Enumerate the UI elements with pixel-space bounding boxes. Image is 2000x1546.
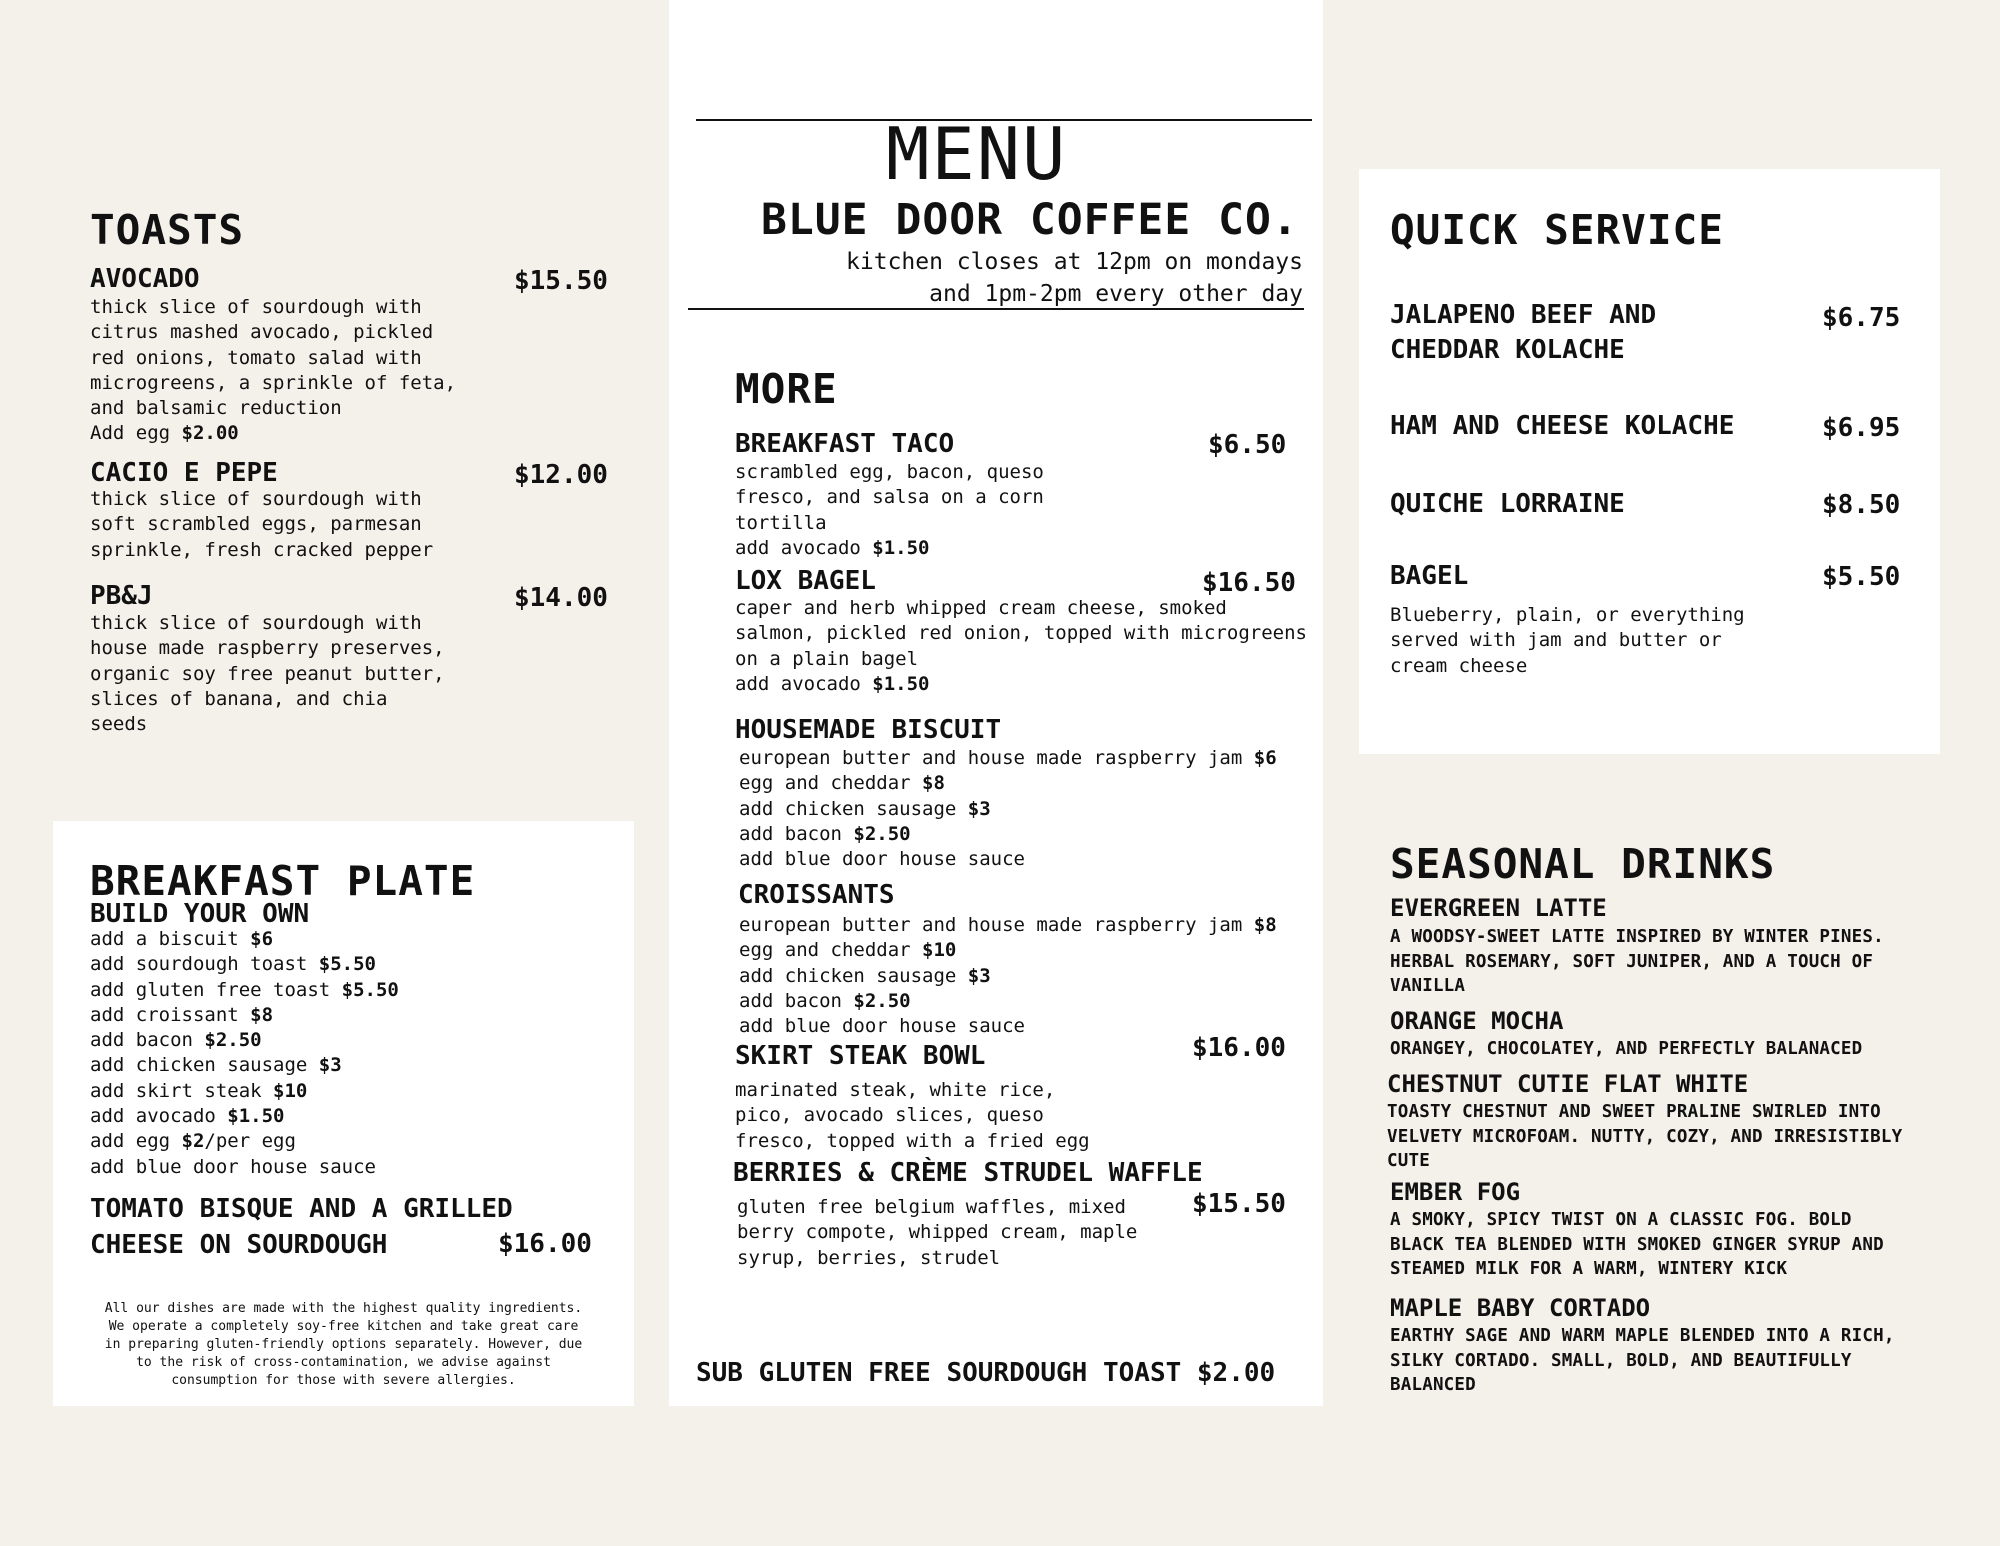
combo-line-2: CHEESE ON SOURDOUGH (90, 1230, 388, 1260)
maple-cortado-description: EARTHY SAGE AND WARM MAPLE BLENDED INTO A RICH, SILKY CORTADO. SMALL, BOLD, AND BEAUTIFULLY BALANCED (1390, 1326, 1895, 1395)
lox-bagel-price: $16.50 (1202, 568, 1296, 598)
breakfast-taco-addon: add avocado $1.50 (735, 537, 930, 559)
skirt-steak-bowl-price: $16.00 (1192, 1033, 1286, 1063)
option-line: european butter and house made raspberry jam $8 (739, 914, 1277, 936)
skirt-steak-bowl-description: marinated steak, white rice, pico, avocado slices, queso fresco, topped with a fried egg (735, 1079, 1090, 1152)
option-line: add chicken sausage $3 (90, 1054, 342, 1077)
breakfast-taco-price: $6.50 (1208, 430, 1287, 460)
option-line: add croissant $8 (90, 1003, 274, 1026)
option-line: add blue door house sauce (739, 1015, 1025, 1038)
option-line: add bacon $2.50 (90, 1029, 262, 1052)
maple-cortado-name: MAPLE BABY CORTADO (1390, 1294, 1651, 1322)
option-line: add a biscuit $6 (90, 928, 274, 950)
toast-pbj-description: thick slice of sourdough with house made raspberry preserves, organic soy free peanut butter, slices of banana, and chia seeds (90, 612, 445, 736)
option-line: add bacon $2.50 (739, 822, 911, 845)
toast-avocado-name: AVOCADO (90, 264, 200, 294)
bagel-description: Blueberry, plain, or everything served with jam and butter or cream cheese (1390, 604, 1745, 677)
combo-line-1: TOMATO BISQUE AND A GRILLED (90, 1194, 513, 1224)
option-line: egg and cheddar $8 (739, 772, 945, 795)
bagel-name: BAGEL (1390, 561, 1469, 591)
housemade-biscuit-options (739, 746, 1277, 872)
kolache-beef-name: JALAPENO BEEF AND CHEDDAR KOLACHE (1390, 300, 1657, 365)
breakfast-plate-subtitle: BUILD YOUR OWN (90, 899, 310, 929)
breakfast-plate-options (90, 927, 399, 1180)
orange-mocha-description: ORANGEY, CHOCOLATEY, AND PERFECTLY BALANACED (1390, 1039, 1863, 1059)
business-name: BLUE DOOR COFFEE CO. (761, 195, 1299, 245)
addon-label: Add egg (90, 422, 171, 444)
option-line: add bacon $2.50 (739, 989, 911, 1012)
toast-avocado-price: $15.50 (514, 266, 608, 296)
option-line: add chicken sausage $3 (739, 797, 991, 820)
addon-price: $2.00 (181, 422, 239, 444)
toast-cacio-price: $12.00 (514, 460, 608, 490)
lox-bagel-addon: add avocado $1.50 (735, 673, 930, 695)
option-line: european butter and house made raspberry jam $6 (739, 747, 1277, 769)
option-line: add blue door house sauce (90, 1155, 376, 1178)
breakfast-taco-description: scrambled egg, bacon, queso fresco, and salsa on a corn tortilla (735, 461, 1044, 534)
quiche-lorraine-name: QUICHE LORRAINE (1390, 489, 1625, 519)
breakfast-plate-title: BREAKFAST PLATE (90, 857, 476, 905)
lox-bagel-name: LOX BAGEL (735, 566, 876, 596)
bagel-price: $5.50 (1822, 562, 1901, 592)
breakfast-taco-name: BREAKFAST TACO (735, 429, 955, 459)
hours-line-1: kitchen closes at 12pm on mondays (846, 249, 1303, 275)
orange-mocha-name: ORANGE MOCHA (1390, 1007, 1564, 1035)
seasonal-drinks-title: SEASONAL DRINKS (1390, 840, 1776, 888)
ember-fog-name: EMBER FOG (1390, 1178, 1521, 1206)
chestnut-flat-white-description: TOASTY CHESTNUT AND SWEET PRALINE SWIRLED INTO VELVETY MICROFOAM. NUTTY, COZY, AND IRRESISTIBLY CUTE (1387, 1102, 1903, 1171)
toast-pbj-price: $14.00 (514, 583, 608, 613)
croissants-name: CROISSANTS (738, 880, 895, 910)
more-title: MORE (735, 365, 838, 413)
option-line: add chicken sausage $3 (739, 964, 991, 987)
housemade-biscuit-name: HOUSEMADE BISCUIT (735, 715, 1002, 745)
toast-avocado-addon (90, 421, 239, 446)
toast-avocado-description: thick slice of sourdough with citrus mashed avocado, pickled red onions, tomato salad with microgreens, a sprinkle of feta, and balsamic reduction (90, 296, 457, 420)
skirt-steak-bowl-name: SKIRT STEAK BOWL (735, 1041, 986, 1071)
strudel-waffle-name: BERRIES & CRÈME STRUDEL WAFFLE (733, 1158, 1203, 1188)
chestnut-flat-white-name: CHESTNUT CUTIE FLAT WHITE (1387, 1070, 1749, 1098)
gluten-free-sub-note: SUB GLUTEN FREE SOURDOUGH TOAST $2.00 (696, 1358, 1276, 1388)
kolache-beef-price: $6.75 (1822, 303, 1901, 333)
option-line: add blue door house sauce (739, 848, 1025, 871)
quiche-lorraine-price: $8.50 (1822, 490, 1901, 520)
ham-cheese-kolache-price: $6.95 (1822, 413, 1901, 443)
option-line: add avocado $1.50 (90, 1105, 285, 1128)
option-line: add egg $2/per egg (90, 1130, 296, 1153)
combo-price: $16.00 (498, 1229, 592, 1259)
option-line: add skirt steak $10 (90, 1079, 308, 1102)
option-line: add sourdough toast $5.50 (90, 953, 376, 976)
quick-service-title: QUICK SERVICE (1390, 206, 1724, 254)
toast-pbj-name: PB&J (90, 581, 153, 611)
menu-title: MENU (886, 112, 1068, 196)
toasts-title: TOASTS (90, 206, 245, 254)
ham-cheese-kolache-name: HAM AND CHEESE KOLACHE (1390, 411, 1735, 441)
toast-cacio-description: thick slice of sourdough with soft scrambled eggs, parmesan sprinkle, fresh cracked pepper (90, 488, 434, 561)
ember-fog-description: A SMOKY, SPICY TWIST ON A CLASSIC FOG. BOLD BLACK TEA BLENDED WITH SMOKED GINGER SYRUP AND STEAMED MILK FOR A WARM, WINTERY KICK (1390, 1210, 1884, 1279)
option-line: egg and cheddar $10 (739, 939, 957, 962)
evergreen-latte-name: EVERGREEN LATTE (1390, 894, 1607, 922)
strudel-waffle-description: gluten free belgium waffles, mixed berry compote, whipped cream, maple syrup, berries, strudel (737, 1196, 1138, 1269)
lox-bagel-description: caper and herb whipped cream cheese, smoked salmon, pickled red onion, topped with microgreens on a plain bagel (735, 597, 1307, 670)
hours-line-2: and 1pm-2pm every other day (929, 281, 1303, 307)
option-line: add gluten free toast $5.50 (90, 978, 399, 1001)
croissants-options (739, 913, 1277, 1039)
allergy-note: All our dishes are made with the highest quality ingredients. We operate a completely soy-free kitchen and take great care in preparing gluten-friendly options separately. However, due to the risk of cross-contamination, we advise against consumption for those with severe allergies. (104, 1301, 583, 1388)
evergreen-latte-description: A WOODSY-SWEET LATTE INSPIRED BY WINTER PINES. HERBAL ROSEMARY, SOFT JUNIPER, AND A TOUCH OF VANILLA (1390, 927, 1884, 996)
header-bottom-rule (688, 308, 1304, 310)
strudel-waffle-price: $15.50 (1192, 1189, 1286, 1219)
toast-cacio-name: CACIO E PEPE (90, 458, 278, 488)
